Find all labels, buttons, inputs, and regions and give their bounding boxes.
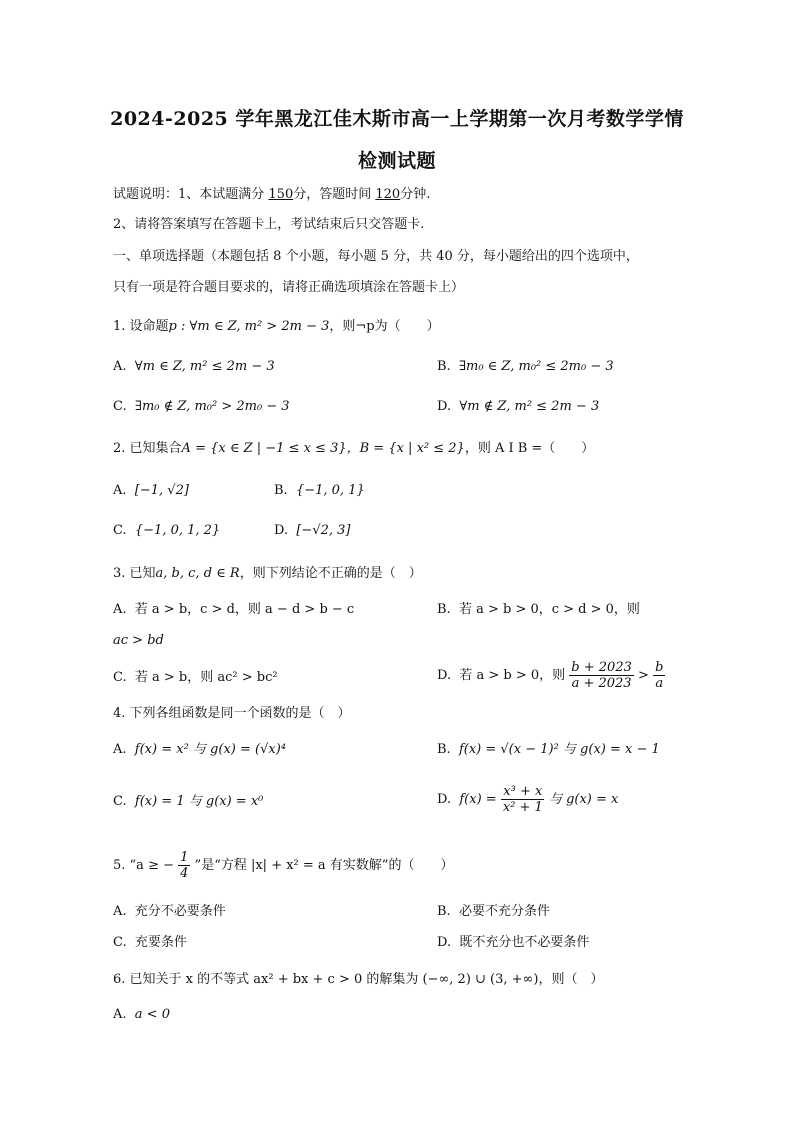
q5-option-d	[437, 934, 589, 952]
exam-title-line1: 2024-2025 学年黑龙江佳木斯市高一上学期第一次月考数学学情	[110, 108, 684, 130]
q2-option-d	[274, 522, 351, 540]
question-2-stem	[113, 440, 594, 458]
q1-stem-a: 1. 设命题	[113, 319, 169, 334]
fraction-denominator: 4	[180, 866, 189, 881]
q1-option-b	[437, 358, 614, 376]
q1-option-a	[113, 358, 275, 376]
question-6-stem: 6. 已知关于 x 的不等式 ax² + bx + c > 0 的解集为 (−∞, 2) ∪ (3, +∞)，则（ ）	[113, 972, 604, 987]
question-3-stem	[113, 565, 422, 583]
question-1-stem	[113, 318, 440, 336]
option-text: 必要不充分条件	[458, 904, 550, 919]
q4-option-c	[113, 793, 263, 811]
q3-stem-math: a, b, c, d ∈ R	[155, 566, 240, 581]
option-label: A.	[113, 904, 127, 919]
fraction-denominator: a	[655, 676, 664, 691]
option-label: D.	[437, 935, 452, 950]
q3-option-c	[113, 669, 278, 687]
option-text: {−1, 0, 1, 2}	[134, 523, 221, 538]
exam-title-line2: 检测试题	[357, 150, 436, 172]
fraction-numerator: x³ + x	[503, 784, 543, 799]
option-label: A.	[113, 602, 127, 617]
fraction	[653, 660, 665, 691]
fraction-numerator: b	[655, 660, 664, 675]
option-label: D.	[437, 792, 452, 807]
q4-option-d	[437, 784, 618, 815]
q3-option-b	[437, 601, 640, 619]
q3-stem-a: 3. 已知	[113, 566, 156, 581]
section1-heading: 一、单项选择题（本题包括 8 个小题，每小题 5 分，共 40 分，每小题给出的四个选项中，	[113, 249, 639, 264]
q4-option-a	[113, 741, 286, 759]
q6-option-a	[113, 1006, 170, 1024]
option-label: C.	[113, 523, 127, 538]
q4-option-b	[437, 741, 660, 759]
q5-option-a	[113, 903, 226, 921]
q2-stem-math: A = {x ∈ Z | −1 ≤ x ≤ 3}，B = {x | x² ≤ 2}	[181, 441, 465, 456]
option-label: C.	[113, 935, 127, 950]
option-text: [−1, √2]	[134, 483, 189, 498]
q2-option-a	[113, 482, 189, 500]
fraction-denominator: a + 2023	[571, 676, 632, 691]
question-5-stem	[113, 850, 453, 881]
fraction-numerator: 1	[180, 850, 189, 865]
section1-heading-cont: 只有一项是符合题目要求的，请将正确选项填涂在答题卡上）	[113, 280, 465, 295]
q5-stem-pre: 5. “a ≥ −	[113, 858, 174, 873]
option-text: f(x) = x² 与 g(x) = (√x)⁴	[134, 742, 286, 757]
q1-option-c	[113, 398, 290, 416]
q3-stem-b: ，则下列结论不正确的是（ ）	[239, 566, 422, 581]
q2-stem-b: ，则 A I B =（ ）	[464, 441, 595, 456]
q1-stem-math: p : ∀m ∈ Z, m² > 2m − 3	[168, 319, 330, 334]
fraction-denominator: x² + 1	[502, 800, 543, 815]
fraction-numerator: b + 2023	[571, 660, 632, 675]
q5-option-c	[113, 934, 187, 952]
q5-stem-post: ”是“方程 |x| + x² = a 有实数解”的（ ）	[194, 858, 454, 873]
option-label: D.	[437, 399, 452, 414]
question-4-stem: 4. 下列各组函数是同一个函数的是（ ）	[113, 706, 351, 721]
fraction	[178, 850, 190, 881]
option-label: A.	[113, 1007, 127, 1022]
option-label: B.	[437, 359, 451, 374]
option-text: f(x) =	[459, 792, 497, 807]
option-text: {−1, 0, 1}	[295, 483, 365, 498]
q3-option-d	[437, 660, 665, 691]
option-text: a < 0	[134, 1007, 170, 1022]
option-text: ∀m ∉ Z, m² ≤ 2m − 3	[459, 399, 600, 414]
q1-stem-b: ，则¬p为（ ）	[329, 319, 440, 334]
option-text: ∃m₀ ∈ Z, m₀² ≤ 2m₀ − 3	[458, 359, 614, 374]
instructions-line1	[113, 186, 430, 204]
q2-option-b	[274, 482, 365, 500]
option-text: 若 a > b > 0，c > d > 0，则	[458, 602, 640, 617]
q2-option-c	[113, 522, 220, 540]
option-label: B.	[274, 483, 288, 498]
option-label: C.	[113, 399, 127, 414]
option-text: f(x) = √(x − 1)² 与 g(x) = x − 1	[458, 742, 660, 757]
option-text: 若 a > b，c > d，则 a − d > b − c	[134, 602, 355, 617]
option-label: D.	[437, 668, 452, 683]
q3-option-a	[113, 601, 354, 619]
option-label: B.	[437, 904, 451, 919]
option-text: 若 a > b，则 ac² > bc²	[134, 670, 278, 685]
option-text-cont: ac > bd	[113, 633, 164, 648]
option-text: 充要条件	[134, 935, 187, 950]
option-label: B.	[437, 602, 451, 617]
option-label: B.	[437, 742, 451, 757]
comparison-sign: >	[638, 668, 649, 683]
option-text: 若 a > b > 0，则	[459, 668, 566, 683]
option-text: 充分不必要条件	[134, 904, 226, 919]
fraction	[569, 660, 634, 691]
option-text: 既不充分也不必要条件	[459, 935, 590, 950]
option-text: f(x) = 1 与 g(x) = x⁰	[134, 794, 264, 809]
instructions-line2: 2、请将答案填写在答题卡上，考试结束后只交答题卡.	[113, 217, 425, 232]
instructions-prefix: 试题说明：1、本试题满分	[113, 187, 269, 202]
instructions-mid: 分，答题时间	[293, 187, 376, 202]
option-label: A.	[113, 359, 127, 374]
score-value: 150	[268, 187, 294, 202]
option-label: D.	[274, 523, 289, 538]
option-text: ∀m ∈ Z, m² ≤ 2m − 3	[134, 359, 275, 374]
q1-option-d	[437, 398, 599, 416]
fraction	[501, 784, 545, 815]
option-label: A.	[113, 483, 127, 498]
q5-option-b	[437, 903, 550, 921]
option-label: C.	[113, 794, 127, 809]
option-label: C.	[113, 670, 127, 685]
q2-stem-a: 2. 已知集合	[113, 441, 182, 456]
q3-option-b-cont	[113, 632, 164, 650]
instructions-suffix: 分钟.	[400, 187, 431, 202]
time-value: 120	[375, 187, 401, 202]
option-text: ∃m₀ ∉ Z, m₀² > 2m₀ − 3	[134, 399, 290, 414]
option-text: 与 g(x) = x	[548, 792, 619, 807]
option-text: [−√2, 3]	[296, 523, 351, 538]
option-label: A.	[113, 742, 127, 757]
